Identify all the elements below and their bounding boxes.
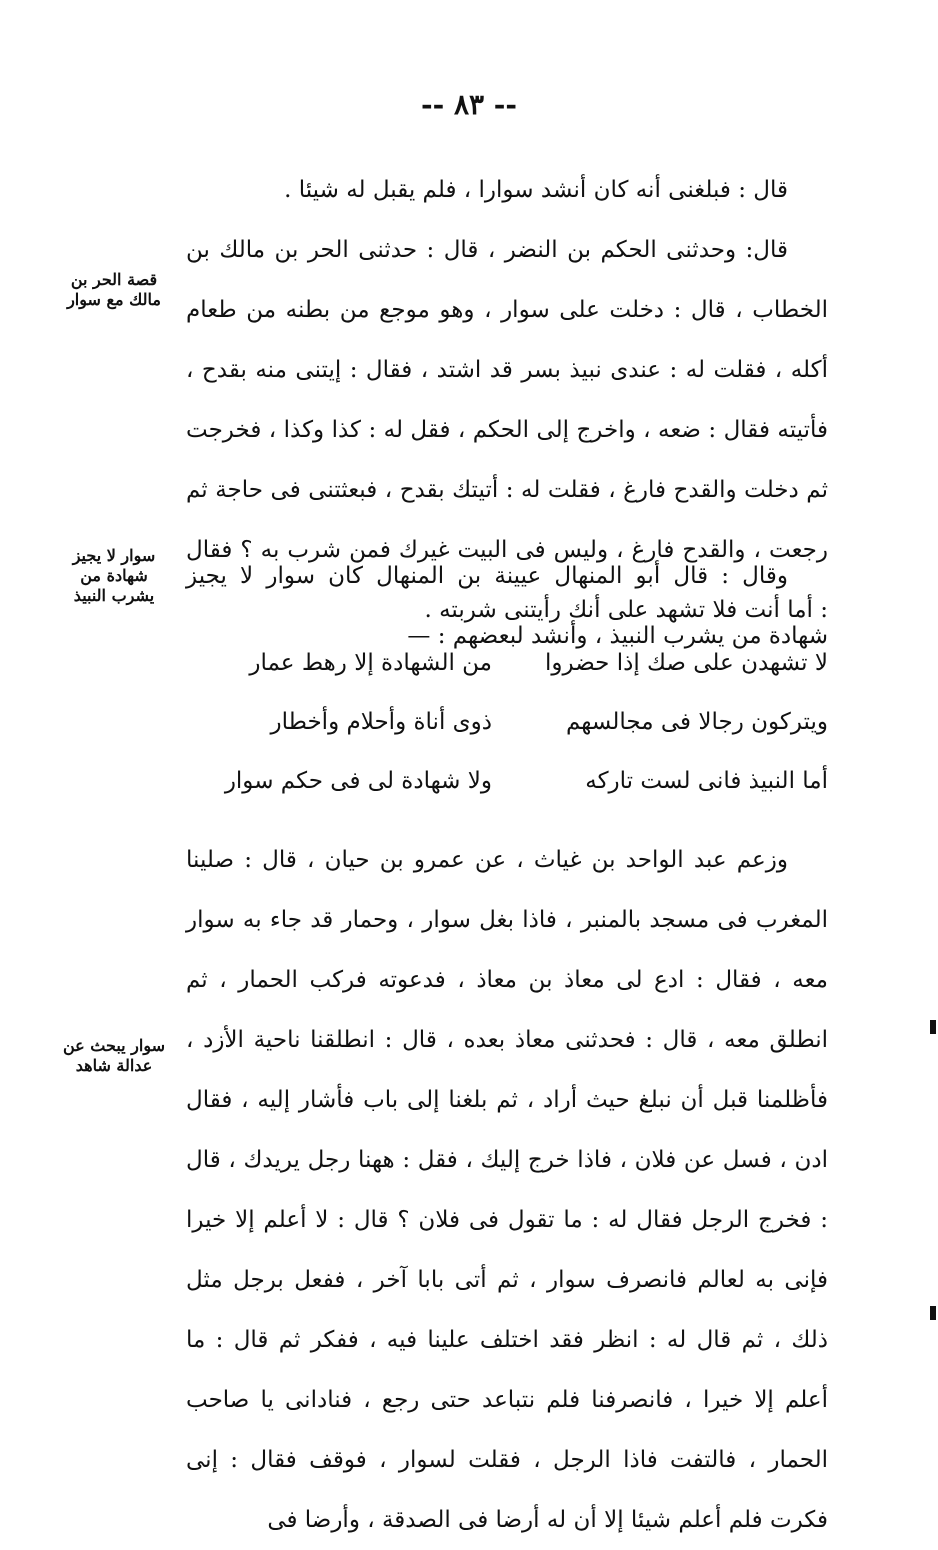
body-paragraph-2: قال: وحدثنى الحكم بن النضر ، قال : حدثنى الحر بن مالك بن الخطاب ، قال : دخلت على سوار ، وهو موجع من بطنه من طعام أكله ، فقلت له : عندى نبيذ بسر قد اشتد ، فقال : إيتنى منه بقدح ، فأتيته فقال : ضعه ، واخرج إلى الحكم ، فقل له : كذا وكذا ، فخرجت ثم دخلت والقدح فارغ ، فقلت له : أتيتك بقدح ، فبعثتنى فى حاجة ثم رجعت ، والقدح فارغ ، وليس فى البيت غيرك فمن شرب به ؟ فقال : أما أنت فلا تشهد على أنك رأيتنى شربته .: [186, 237, 828, 623]
edge-mark: [930, 1306, 936, 1320]
verse-line: [186, 650, 828, 709]
verse-line: [186, 709, 828, 768]
page-number: -- ٨٣ --: [420, 88, 518, 121]
verse-line: [186, 768, 828, 827]
margin-note-story: قصة الحر بن مالك مع سوار: [67, 270, 161, 309]
poem: [186, 650, 828, 827]
verse-second-hemistich: ولا شهادة لى فى حكم سوار: [224, 768, 492, 794]
body-paragraph-1: قال : فبلغنى أنه كان أنشد سوارا ، فلم يقبل له شيئا .: [284, 177, 788, 203]
edge-mark: [930, 1020, 936, 1034]
margin-note-testimony: سوار لا يجيز شهادة من يشرب النبيذ: [72, 546, 156, 605]
body-paragraph-4: وزعم عبد الواحد بن غياث ، عن عمرو بن حيان ، قال : صلينا المغرب فى مسجد بالمنبر ، فاذا بغل سوار ، وحمار قد جاء به سوار معه ، فقال : ادع لى معاذ بن معاذ ، فدعوته فركب الحمار ، ثم انطلق معه ، قال : فحدثنى معاذ بعده ، قال : انطلقنا ناحية الأزد ، فأظلمنا قبل أن نبلغ حيث أراد ، ثم بلغنا إلى باب فأشار إليه ، فقال ادن ، فسل عن فلان ، فاذا خرج إليك ، فقل : ههنا رجل يريدك ، قال : فخرج الرجل فقال له : ما تقول فى فلان ؟ قال : لا أعلم إلا خيرا فإنى به لعالم فانصرف سوار ، ثم أتى بابا آخر ، ففعل برجل مثل ذلك ، ثم قال له : انظر فقد اختلف علينا فيه ، ففكر ثم قال : ما أعلم إلا خيرا ، فانصرفنا فلم نتباعد حتى رجع ، فنادانى يا صاحب الحمار ، فالتفت فاذا الرجل ، فقلت لسوار ، فوقف فقال : إنى فكرت فلم أعلم شيئا إلا أن له أرضا فى الصدقة ، وأرضا فى: [186, 847, 828, 1533]
verse-first-hemistich: أما النبيذ فانى لست تاركه: [585, 768, 828, 794]
verse-first-hemistich: ويتركون رجالا فى مجالسهم: [565, 709, 828, 735]
verse-second-hemistich: من الشهادة إلا رهط عمار: [249, 650, 492, 676]
verse-first-hemistich: لا تشهدن على صك إذا حضروا: [545, 650, 828, 676]
margin-note-witness: سوار يبحث عن عدالة شاهد: [62, 1036, 166, 1075]
body-paragraph-3: وقال : قال أبو المنهال عيينة بن المنهال كان سوار لا يجيز شهادة من يشرب النبيذ ، وأنشد لبعضهم : —: [186, 563, 828, 649]
verse-second-hemistich: ذوى أناة وأحلام وأخطار: [270, 709, 492, 735]
